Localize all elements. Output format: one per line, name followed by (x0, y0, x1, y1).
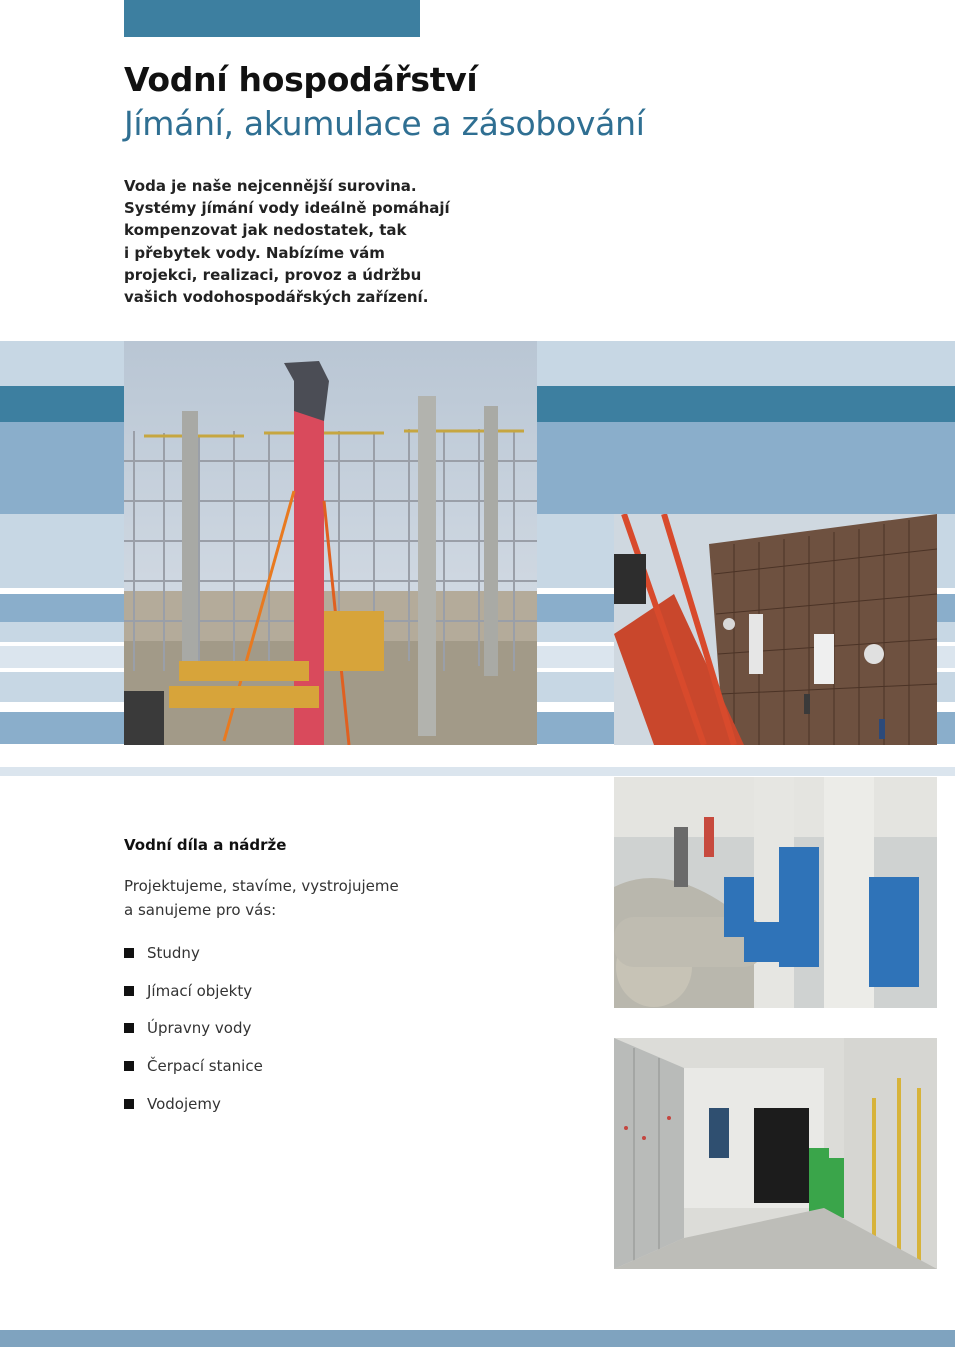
description-line: Projektujeme, stavíme, vystrojujeme (124, 877, 399, 895)
square-bullet-icon (124, 986, 134, 996)
reinforced-wall-photo (614, 514, 937, 745)
page-subtitle: Jímání, akumulace a zásobování (124, 104, 645, 143)
list-item (124, 972, 263, 1010)
intro-line: kompenzovat jak nedostatek, tak (124, 221, 407, 240)
section-description (124, 874, 424, 922)
intro-line: vašich vodohospodářských zařízení. (124, 288, 429, 307)
section-title: Vodní díla a nádrže (124, 836, 287, 854)
intro-line: i přebytek vody. Nabízíme vám (124, 243, 385, 262)
square-bullet-icon (124, 1099, 134, 1109)
square-bullet-icon (124, 948, 134, 958)
list-item (124, 1009, 263, 1047)
description-line: a sanujeme pro vás: (124, 901, 277, 919)
top-accent-bar (124, 0, 420, 37)
square-bullet-icon (124, 1023, 134, 1033)
intro-line: Systémy jímání vody ideálně pomáhají (124, 199, 450, 218)
list-item-label: Čerpací stanice (147, 1056, 263, 1075)
square-bullet-icon (124, 1061, 134, 1071)
scaffolding-construction-photo (124, 341, 537, 745)
service-list (124, 934, 263, 1122)
list-item-label: Vodojemy (147, 1094, 221, 1113)
list-item-label: Úpravny vody (147, 1019, 252, 1038)
list-item-label: Jímací objekty (147, 981, 253, 1000)
intro-line: projekci, realizaci, provoz a údržbu (124, 265, 422, 284)
stripe (0, 767, 955, 776)
pump-station-photo (614, 777, 937, 1008)
bottom-accent-bar (0, 1330, 955, 1347)
page-title: Vodní hospodářství (124, 60, 478, 99)
control-room-photo (614, 1038, 937, 1269)
intro-line: Voda je naše nejcennější surovina. (124, 177, 417, 195)
list-item (124, 934, 263, 972)
list-item (124, 1047, 263, 1085)
list-item (124, 1085, 263, 1123)
intro-paragraph (124, 175, 454, 308)
list-item-label: Studny (147, 943, 200, 962)
